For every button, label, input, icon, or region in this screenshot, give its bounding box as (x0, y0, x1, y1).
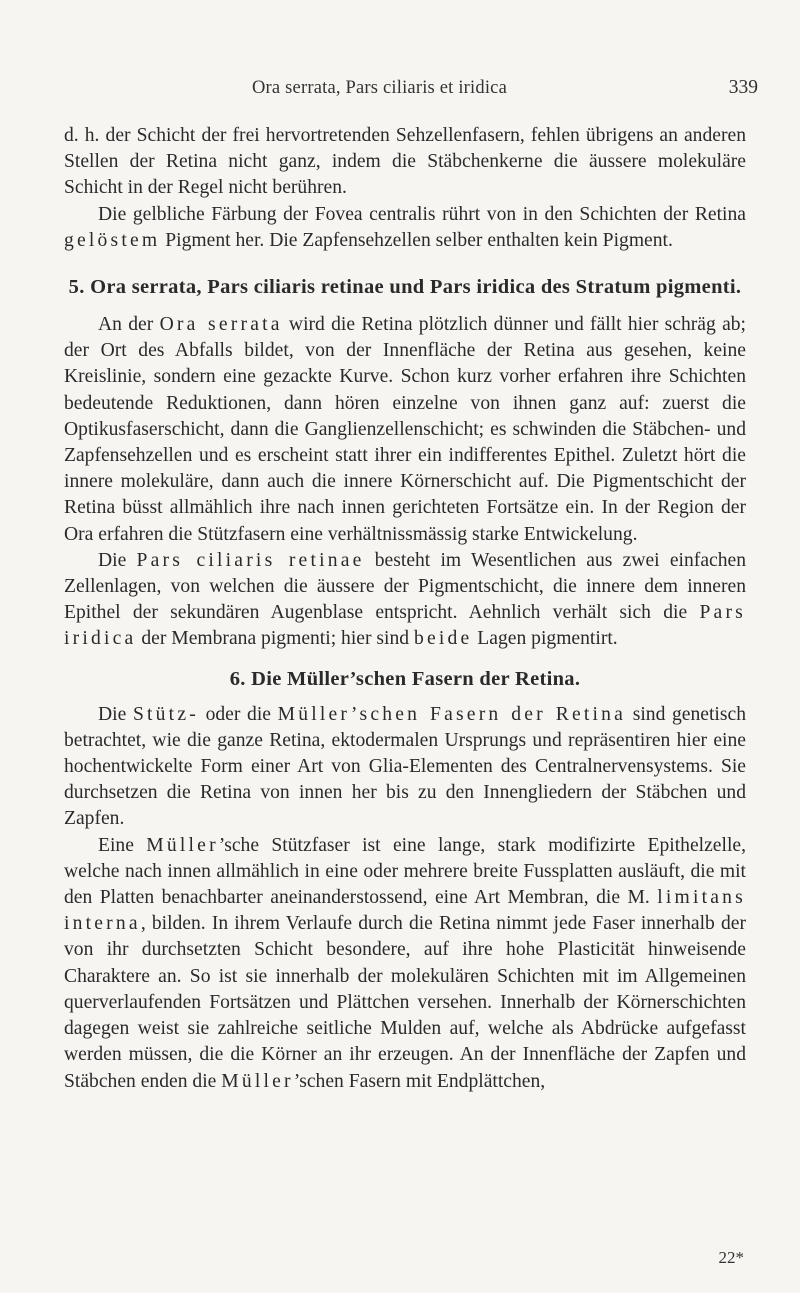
text-run: der Membrana pigmenti; hier sind (136, 628, 414, 650)
emphasis-spaced: Ora serrata (159, 314, 283, 336)
body-text (64, 123, 746, 1095)
signature-mark: 22* (718, 1248, 744, 1267)
text-run: besteht im Wesentlichen aus zwei einfachen Zellenlagen, von welchen die äussere der Pigmentschicht, die innere dem inneren Epithel der sekundären Augenblase entspricht. Aehnlich verhält sich die (64, 549, 746, 624)
emphasis-spaced: Pars ciliaris retinae (136, 549, 365, 571)
text-run: oder die (198, 703, 278, 725)
text-run: ’sche Stützfaser ist eine lange, stark modifizirte Epithelzelle, welche nach innen allmählich in eine oder mehrere breite Fussplatten ausläuft, die mit den Platten benachbarter aneinanderstossend, eine Art Membran, die M. (64, 834, 746, 909)
emphasis-spaced: Stütz- (132, 703, 199, 725)
emphasis-spaced: Pars iridica (64, 602, 746, 650)
text-run: Eine (98, 834, 147, 856)
section-5-heading: 5. Ora serrata, Pars ciliaris retinae und Pars iridica des Stratum pigmenti. (68, 276, 742, 299)
section-6-heading: 6. Die Müller’schen Fasern der Retina. (229, 667, 581, 690)
emphasis-spaced: Müller’schen Fasern der Retina (277, 703, 627, 725)
paragraph-mueller-fiber (64, 833, 746, 1095)
text-run: Pigment her. Die Zapfensehzellen selber enthalten kein Pigment. (160, 229, 673, 251)
running-head-title: Ora serrata, Pars ciliaris et iridica (252, 78, 507, 98)
emphasis-spaced: gelöstem (64, 229, 161, 251)
emphasis-spaced: beide (413, 628, 473, 650)
text-run: Die gelbliche Färbung der Fovea centralis rührt von in den Schichten der Retina (98, 203, 746, 225)
emphasis-spaced: Müller (221, 1070, 294, 1092)
text-run: , bilden. In ihrem Verlaufe durch die Retina nimmt jede Faser innerhalb der von ihr durchsetzten Schicht besondere, auf ihre hohe Plasticität hinweisende Charaktere an. So ist sie innerhalb der molekulären Schichten mit im Allgemeinen querverlaufenden Fortsätzen und Plättchen versehen. Innerhalb der Körnerschichten dagegen weist sie zahlreiche seitliche Mulden auf, welche als Abdrücke aufgefasst werden müssen, die die Körner an ihr erzeugen. An der Innenfläche der Zapfen und Stäbchen enden die (64, 913, 746, 1092)
paragraph-ora-serrata (64, 312, 746, 548)
paragraph-pars-ciliaris (64, 548, 746, 653)
text-run: Lagen pigmentirt. (472, 628, 618, 650)
text-run: sind genetisch betrachtet, wie die ganze Retina, ektodermalen Ursprungs und repräsentiren hier eine hochentwickelte Form einer Art von Glia-Elementen des Centralnervensystems. Sie durchsetzen die Retina von innen her bis zu den Innengliedern der Stäbchen und Zapfen. (64, 703, 746, 830)
emphasis-spaced: limitans interna (64, 887, 746, 935)
page-number: 339 (728, 77, 758, 98)
text-run: Die (98, 549, 137, 571)
text-run: Die (98, 703, 133, 725)
text-run: An der (98, 314, 160, 336)
running-head (0, 78, 800, 108)
text-run: wird die Retina plötzlich dünner und fällt hier schräg ab; der Ort des Abfalls bildet, von der Innenfläche der Retina aus gesehen, keine Kreislinie, sondern eine gezackte Kurve. Schon kurz vorher erfahren ihre Schichten bedeutende Reduktionen, dann hören einzelne von ihnen ganz auf: zuerst die Optikusfaserschicht, dann die Ganglienzellenschicht; es schwinden die Stäbchen- und Zapfensehzellen und es erscheint statt ihrer ein indifferentes Epithel. Zuletzt hört die innere molekuläre, dann auch die innere Körnerschicht auf. Die Pigmentschicht der Retina büsst allmählich ihre nach innen gerichteten Fortsätze ein. In der Region der Ora erfahren die Stützfasern eine verhältnissmässig starke Entwickelung. (64, 314, 747, 545)
paragraph-stuetzfasern (64, 702, 746, 833)
paragraph-continuation: d. h. der Schicht der frei hervortretenden Sehzellenfasern, fehlen übrigens an anderen Stellen der Retina nicht ganz, indem die Stäbchenkerne die äussere molekuläre Schicht in der Regel nicht berühren. (64, 125, 746, 199)
text-run: ’schen Fasern mit Endplättchen, (293, 1070, 546, 1092)
paragraph-fovea (64, 202, 746, 254)
emphasis-spaced: Müller (146, 834, 219, 856)
